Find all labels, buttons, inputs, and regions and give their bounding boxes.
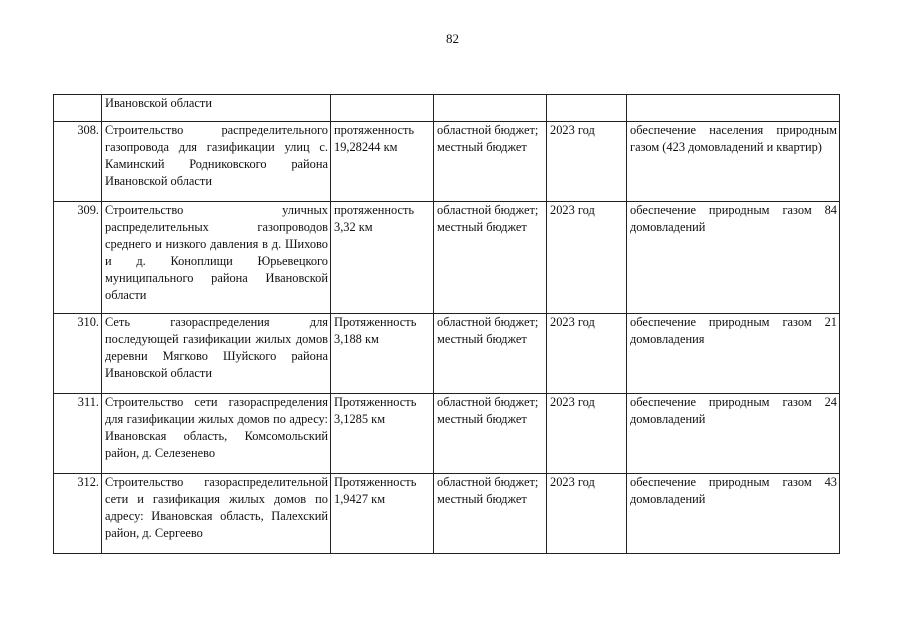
project-length-cell: протяженность 3,32 км [331, 202, 434, 314]
expected-effect-cell [627, 95, 840, 122]
table-row [54, 202, 840, 314]
project-description-cell: Ивановской области [102, 95, 331, 122]
expected-effect-cell: обеспечение населения природным газом (423 домовладений и квартир) [627, 122, 840, 202]
project-length-cell: Протяженность 3,1285 км [331, 394, 434, 474]
completion-year-cell [547, 95, 627, 122]
table-row [54, 95, 840, 122]
project-length-cell [331, 95, 434, 122]
project-description-cell: Строительство распределительного газопровода для газификации улиц с. Каминский Родниковского района Ивановской области [102, 122, 331, 202]
completion-year-cell: 2023 год [547, 202, 627, 314]
project-description-cell: Строительство уличных распределительных газопроводов среднего и низкого давления в д. Шихово и д. Коноплищи Юрьевецкого муниципального района Ивановской области [102, 202, 331, 314]
funding-source-cell: областной бюджет; местный бюджет [434, 122, 547, 202]
expected-effect-cell: обеспечение природным газом 24 домовладений [627, 394, 840, 474]
completion-year-cell: 2023 год [547, 122, 627, 202]
row-number-cell: 310. [54, 314, 102, 394]
funding-source-cell [434, 95, 547, 122]
table-body [54, 95, 840, 554]
funding-source-cell: областной бюджет; местный бюджет [434, 394, 547, 474]
project-description-cell: Строительство газораспределительной сети и газификация жилых домов по адресу: Ивановская область, Палехский район, д. Сергеево [102, 474, 331, 554]
completion-year-cell: 2023 год [547, 474, 627, 554]
project-description-cell: Сеть газораспределения для последующей газификации жилых домов деревни Мягково Шуйского района Ивановской области [102, 314, 331, 394]
page-number: 82 [446, 31, 459, 46]
expected-effect-cell: обеспечение природным газом 21 домовладения [627, 314, 840, 394]
project-description-cell: Строительство сети газораспределения для газификации жилых домов по адресу: Ивановская область, Комсомольский район, д. Селезенево [102, 394, 331, 474]
expected-effect-cell: обеспечение природным газом 84 домовладений [627, 202, 840, 314]
completion-year-cell: 2023 год [547, 394, 627, 474]
project-length-cell: протяженность 19,28244 км [331, 122, 434, 202]
row-number-cell [54, 95, 102, 122]
table-row [54, 122, 840, 202]
funding-source-cell: областной бюджет; местный бюджет [434, 474, 547, 554]
row-number-cell: 311. [54, 394, 102, 474]
funding-source-cell: областной бюджет; местный бюджет [434, 314, 547, 394]
project-length-cell: Протяженность 3,188 км [331, 314, 434, 394]
expected-effect-cell: обеспечение природным газом 43 домовладений [627, 474, 840, 554]
funding-source-cell: областной бюджет; местный бюджет [434, 202, 547, 314]
project-length-cell: Протяженность 1,9427 км [331, 474, 434, 554]
row-number-cell: 309. [54, 202, 102, 314]
row-number-cell: 312. [54, 474, 102, 554]
projects-table [53, 94, 840, 554]
table-row [54, 394, 840, 474]
table-row [54, 474, 840, 554]
completion-year-cell: 2023 год [547, 314, 627, 394]
row-number-cell: 308. [54, 122, 102, 202]
table-row [54, 314, 840, 394]
